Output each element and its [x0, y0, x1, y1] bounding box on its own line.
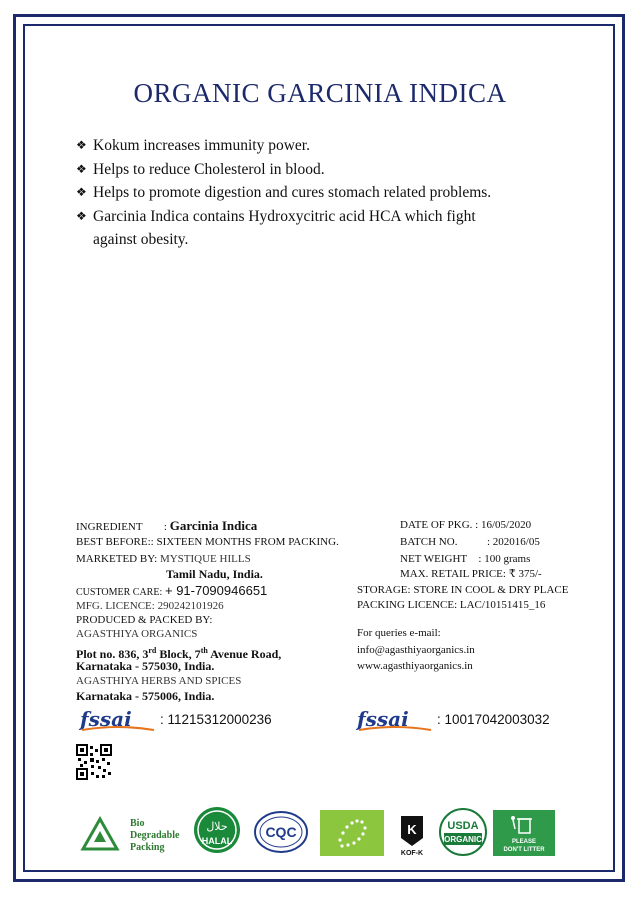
svg-text:KOF-K: KOF-K: [400, 850, 424, 856]
producer-address-2: Karnataka - 575030, India.: [76, 659, 215, 673]
svg-text:fssai: fssai: [80, 707, 132, 731]
website-link[interactable]: www.agasthiyaorganics.in: [357, 660, 473, 672]
mfg-licence: MFG. LICENCE: 290242101926: [76, 600, 224, 612]
diamond-bullet-icon: ❖: [76, 185, 87, 199]
benefit-item-continued: against obesity.: [93, 231, 189, 248]
recycle-icon: [80, 816, 120, 857]
ingredient-value: Garcinia Indica: [169, 518, 258, 533]
diamond-bullet-icon: ❖: [76, 138, 87, 152]
svg-text:PLEASE: PLEASE: [511, 839, 537, 845]
producer-name: AGASTHIYA ORGANICS: [76, 628, 198, 640]
page-title: ORGANIC GARCINIA INDICA: [133, 78, 507, 108]
marketed-by-row: MARKETED BY: MYSTIQUE HILLS: [76, 553, 251, 565]
marketed-by-place: Tamil Nadu, India.: [166, 567, 263, 581]
produced-by-label: PRODUCED & PACKED BY:: [76, 614, 213, 626]
svg-text:DON'T LITTER: DON'T LITTER: [503, 847, 545, 853]
ingredient-label: INGREDIENT: [76, 521, 143, 533]
svg-text:HALAL: HALAL: [201, 836, 233, 846]
svg-text:CQC: CQC: [265, 824, 297, 840]
storage-row: STORAGE: STORE IN COOL & DRY PLACE: [357, 584, 569, 596]
svg-text:fssai: fssai: [357, 707, 409, 731]
date-of-pkg-row: DATE OF PKG. : 16/05/2020: [400, 519, 532, 531]
halal-logo: [193, 806, 241, 859]
svg-text:K: K: [407, 822, 417, 837]
fssai-logo-right: [355, 706, 433, 737]
second-address: Karnataka - 575006, India.: [76, 689, 215, 703]
cqc-logo: [253, 810, 309, 859]
customer-care-phone: + 91-7090946651: [164, 583, 268, 598]
dont-litter-logo: [493, 810, 555, 861]
queries-label: For queries e-mail:: [357, 627, 441, 639]
diamond-bullet-icon: ❖: [76, 208, 87, 223]
benefit-item: ❖ Helps to promote digestion and cures stomach related problems.: [76, 181, 576, 205]
fssai-number-right: : 10017042003032: [437, 712, 550, 727]
eu-organic-logo: [320, 810, 384, 861]
email-link[interactable]: info@agasthiyaorganics.in: [357, 644, 475, 656]
kof-k-logo: [398, 812, 426, 861]
svg-text:حلال: حلال: [206, 820, 228, 833]
benefits-list: [76, 134, 576, 252]
mrp-row: MAX. RETAIL PRICE: ₹ 375/-: [400, 568, 542, 580]
batch-row: BATCH NO. : 202016/05: [400, 536, 540, 548]
producer-address-1: Plot no. 836, 3rd Block, 7th Avenue Road,: [76, 646, 282, 661]
bio-degradable-label: Bio Degradable Packing: [130, 818, 180, 853]
packing-licence-row: PACKING LICENCE: LAC/10151415_16: [357, 599, 546, 611]
diamond-bullet-icon: ❖: [76, 161, 87, 176]
svg-text:ORGANIC: ORGANIC: [444, 835, 482, 844]
benefit-item: ❖ Helps to reduce Cholesterol in blood.: [76, 158, 576, 182]
best-before-row: BEST BEFORE:: SIXTEEN MONTHS FROM PACKING.: [76, 536, 339, 548]
second-company: AGASTHIYA HERBS AND SPICES: [76, 675, 242, 687]
qr-code-icon: [76, 744, 112, 780]
customer-care-row: CUSTOMER CARE: + 91-7090946651: [76, 583, 268, 598]
benefit-item: ❖ Garcinia Indica contains Hydroxycitric acid HCA which fight: [76, 205, 576, 229]
fssai-logo-left: [78, 706, 156, 737]
svg-text:USDA: USDA: [447, 820, 479, 832]
ingredient-row: INGREDIENT : Garcinia Indica: [76, 518, 258, 533]
usda-organic-logo: [439, 808, 487, 861]
benefit-item: ❖ Kokum increases immunity power.: [76, 134, 576, 158]
fssai-number-left: : 11215312000236: [160, 712, 272, 727]
net-weight-row: NET WEIGHT : 100 grams: [400, 553, 531, 565]
